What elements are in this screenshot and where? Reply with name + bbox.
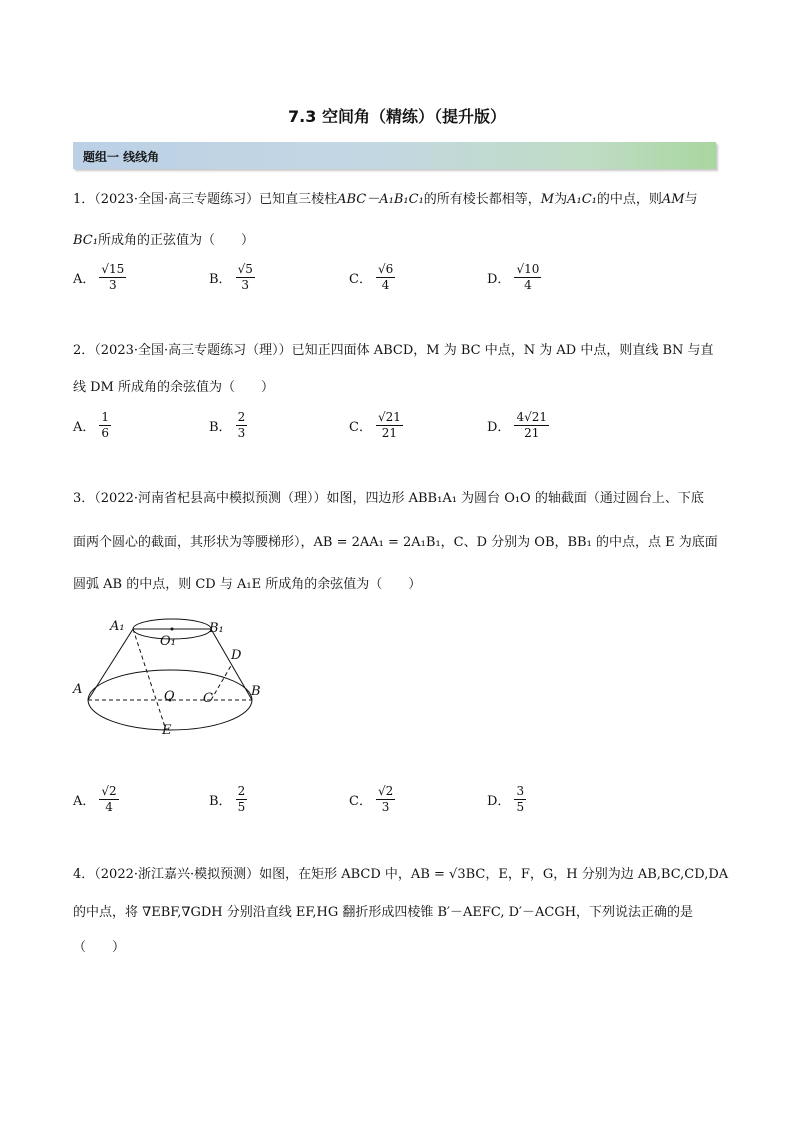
numerator: √2 [377, 784, 394, 798]
generatrix-right [211, 629, 252, 700]
q1-option-a[interactable] [73, 262, 126, 293]
q3-line-2: 面两个圆心的截面，其形状为等腰梯形），AB = 2AA₁ = 2A₁B₁，C、D 分别为 OB，BB₁ 的中点，点 E 为底面 [73, 535, 718, 550]
label-e: E [162, 723, 172, 738]
fraction [99, 410, 111, 441]
denominator: 3 [241, 278, 250, 292]
q1-prism: ABC－A₁B₁C₁ [337, 192, 424, 207]
q1-line-1 [73, 191, 733, 209]
fraction [376, 410, 403, 441]
fraction [376, 784, 395, 815]
q1-option-d[interactable] [487, 262, 541, 293]
q3-option-d[interactable] [487, 784, 526, 815]
label-d: D [231, 648, 242, 663]
q2-option-c[interactable] [349, 410, 403, 441]
numerator: 2 [237, 784, 246, 798]
q4-line-1: 4．（2022·浙江嘉兴·模拟预测）如图，在矩形 ABCD 中，AB = √3BC，E，F，G，H 分别为边 AB,BC,CD,DA [73, 867, 729, 882]
denominator: 4 [105, 800, 113, 814]
q1-text: 为 [554, 192, 568, 207]
denominator: 21 [381, 426, 398, 440]
numerator: √15 [101, 262, 125, 276]
label-a: A [73, 682, 83, 697]
q1-option-b[interactable] [209, 262, 255, 293]
label-o1: O₁ [160, 634, 176, 649]
numerator: √10 [516, 262, 540, 276]
fraction [376, 262, 395, 293]
option-label: B． [209, 272, 232, 287]
q1-segment: A₁C₁ [567, 192, 597, 207]
denominator: 3 [237, 426, 246, 440]
q3-line-1: 3．（2022·河南省杞县高中模拟预测（理））如图，四边形 ABB₁A₁ 为圆台 O₁O 的轴截面（通过圆台上、下底 [73, 491, 704, 506]
option-label: A． [73, 794, 96, 809]
fraction [236, 784, 248, 815]
q2-line-1: 2．（2023·全国·高三专题练习（理））已知正四面体 ABCD，M 为 BC 中点，N 为 AD 中点，则直线 BN 与直 [73, 343, 714, 358]
numerator: √2 [101, 784, 117, 798]
q2-option-d[interactable] [487, 410, 549, 441]
option-label: D． [487, 794, 511, 809]
point-o1 [171, 628, 174, 631]
q3-option-c[interactable] [349, 784, 395, 815]
option-label: C． [349, 420, 372, 435]
fraction [514, 262, 541, 293]
label-o: O [164, 689, 175, 704]
denominator: 21 [524, 426, 540, 440]
q1-text: 1．（2023·全国·高三专题练习）已知直三棱柱 [73, 192, 338, 207]
numerator: 1 [101, 410, 110, 424]
fraction [99, 784, 118, 815]
denominator: 3 [109, 278, 117, 292]
q2-option-b[interactable] [209, 410, 247, 441]
option-label: D． [487, 420, 511, 435]
option-label: C． [349, 794, 372, 809]
fraction [514, 410, 549, 441]
q4-line-2: 的中点，将 ∇EBF,∇GDH 分别沿直线 EF,HG 翻折形成四棱锥 B′－AEFC, D′－ACGH，下列说法正确的是 [73, 905, 694, 920]
q1-segment-am: AM [661, 192, 685, 207]
label-c: C [203, 691, 213, 706]
option-label: B． [209, 794, 232, 809]
q1-point-m: M [540, 192, 555, 207]
q2-line-2: 线 DM 所成角的余弦值为（ ） [73, 380, 274, 395]
q3-option-b[interactable] [209, 784, 247, 815]
q4-line-3: （ ） [73, 940, 126, 955]
fraction [99, 262, 126, 293]
generatrix-left [88, 629, 133, 700]
option-label: B． [209, 420, 232, 435]
denominator: 4 [381, 278, 390, 292]
frustum-figure [70, 612, 270, 742]
denominator: 6 [101, 426, 110, 440]
fraction [236, 262, 255, 293]
q1-line-2 [73, 232, 733, 250]
numerator: √5 [237, 262, 253, 276]
q1-segment-bc1: BC₁ [73, 233, 98, 248]
option-label: D． [487, 272, 511, 287]
numerator: 2 [237, 410, 246, 424]
label-b: B [251, 684, 261, 699]
page-title: 7.3 空间角（精练）（提升版） [288, 107, 506, 126]
q3-option-a[interactable] [73, 784, 119, 815]
denominator: 4 [524, 278, 532, 292]
q1-option-c[interactable] [349, 262, 395, 293]
denominator: 5 [516, 800, 525, 814]
label-a1: A₁ [110, 619, 125, 634]
q3-line-3: 圆弧 AB 的中点，则 CD 与 A₁E 所成角的余弦值为（ ） [73, 577, 422, 592]
q2-option-a[interactable] [73, 410, 111, 441]
label-b1: B₁ [209, 621, 224, 636]
option-label: C． [349, 272, 372, 287]
option-label: A． [73, 272, 96, 287]
q1-text: 所成角的正弦值为（ ） [97, 233, 254, 248]
segment-cd [211, 664, 232, 700]
fraction [514, 784, 526, 815]
section-banner [73, 142, 716, 169]
numerator: 3 [516, 784, 525, 798]
q1-text: 的中点，则 [596, 192, 662, 207]
fraction [236, 410, 248, 441]
option-label: A． [73, 420, 96, 435]
denominator: 3 [381, 800, 390, 814]
denominator: 5 [237, 800, 246, 814]
section-title: 题组一 线线角 [83, 150, 160, 164]
numerator: 4√21 [516, 410, 547, 424]
numerator: √21 [377, 410, 401, 424]
q1-text: 与 [684, 192, 698, 207]
q1-text: 的所有棱长都相等， [423, 192, 541, 207]
numerator: √6 [377, 262, 394, 276]
